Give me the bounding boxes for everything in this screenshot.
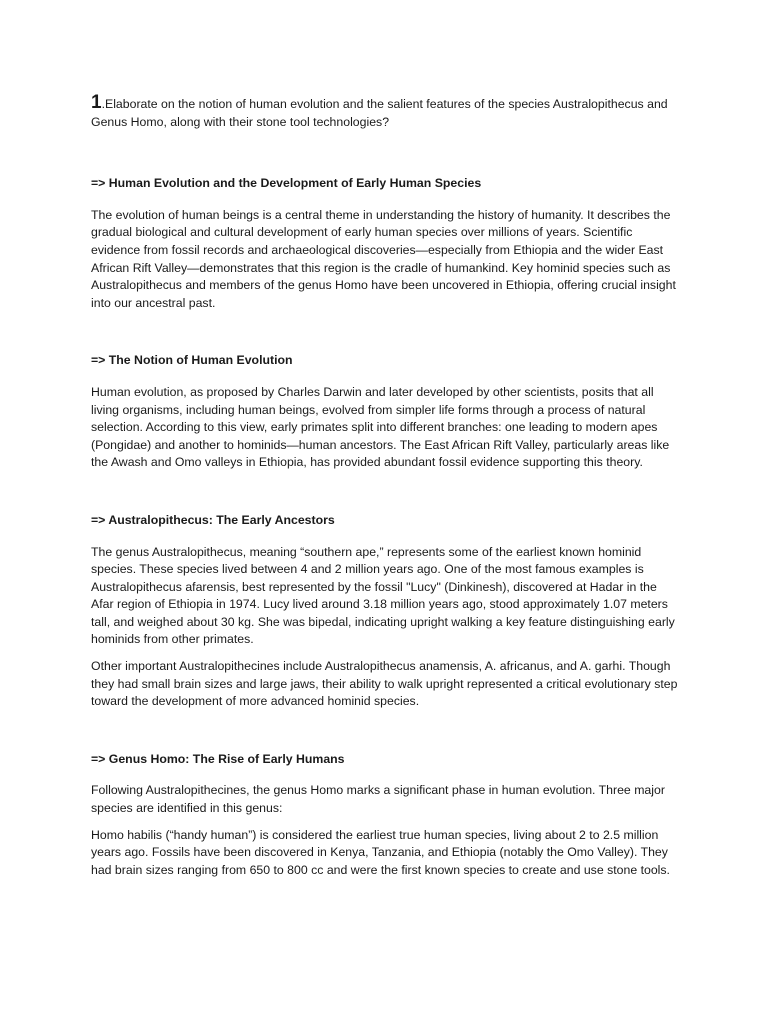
section-australopithecus (91, 512, 678, 711)
section-heading: => Australopithecus: The Early Ancestors (91, 512, 335, 527)
paragraph: Homo habilis (“handy human”) is considered the earliest true human species, living about 2 to 2.5 million years ago. Fossils have been discovered in Kenya, Tanzania, and Ethiopia (notably the Omo Valley). They had brain sizes ranging from 650 to 800 cc and were the first known species to create and use stone tools. (91, 827, 670, 877)
paragraph: Following Australopithecines, the genus Homo marks a significant phase in human evolution. Three major species are identified in this genus: (91, 783, 665, 816)
section-genus-homo (91, 751, 678, 880)
section-heading: => Human Evolution and the Development of Early Human Species (91, 176, 482, 191)
section-heading: => The Notion of Human Evolution (91, 353, 293, 368)
section-notion-of-human-evolution (91, 352, 678, 472)
section-human-evolution-development (91, 175, 678, 312)
paragraph: Human evolution, as proposed by Charles Darwin and later developed by other scientists, posits that all living organisms, including human beings, evolved from simpler life forms through a process of natural selection. According to this view, early primates split into different branches: one leading to modern apes (Pongidae) and another to hominids—human ancestors. The East African Rift Valley, particularly areas like the Awash and Omo valleys in Ethiopia, has provided abundant fossil evidence supporting this theory. (91, 384, 670, 470)
question-text: .Elaborate on the notion of human evolution and the salient features of the species Australopithecus and Genus Homo, along with their stone tool technologies? (91, 97, 668, 129)
question-prompt (91, 94, 678, 131)
paragraph: The genus Australopithecus, meaning “southern ape,” represents some of the earliest known hominid species. These species lived between 4 and 2 million years ago. One of the most famous examples is Australopithecus afarensis, best represented by the fossil "Lucy" (Dinkinesh), discovered at Hadar in the Afar region of Ethiopia in 1974. Lucy lived around 3.18 million years ago, stood approximately 1.07 meters tall, and weighed about 30 kg. She was bipedal, indicating upright walking a key feature distinguishing early hominids from other primates. (91, 544, 675, 647)
paragraph: The evolution of human beings is a central theme in understanding the history of humanity. It describes the gradual biological and cultural development of early human species over millions of years. Scientific evidence from fossil records and archaeological discoveries—especially from Ethiopia and the wider East African Rift Valley—demonstrates that this region is the cradle of humankind. Key hominid species such as Australopithecus and members of the genus Homo have been uncovered in Ethiopia, offering crucial insight into our ancestral past. (91, 207, 676, 310)
paragraph: Other important Australopithecines include Australopithecus anamensis, A. africanus, and A. garhi. Though they had small brain sizes and large jaws, their ability to walk upright represented a critical evolutionary step toward the development of more advanced hominid species. (91, 659, 678, 709)
section-heading: => Genus Homo: The Rise of Early Humans (91, 751, 345, 766)
question-number: 1 (91, 92, 102, 113)
